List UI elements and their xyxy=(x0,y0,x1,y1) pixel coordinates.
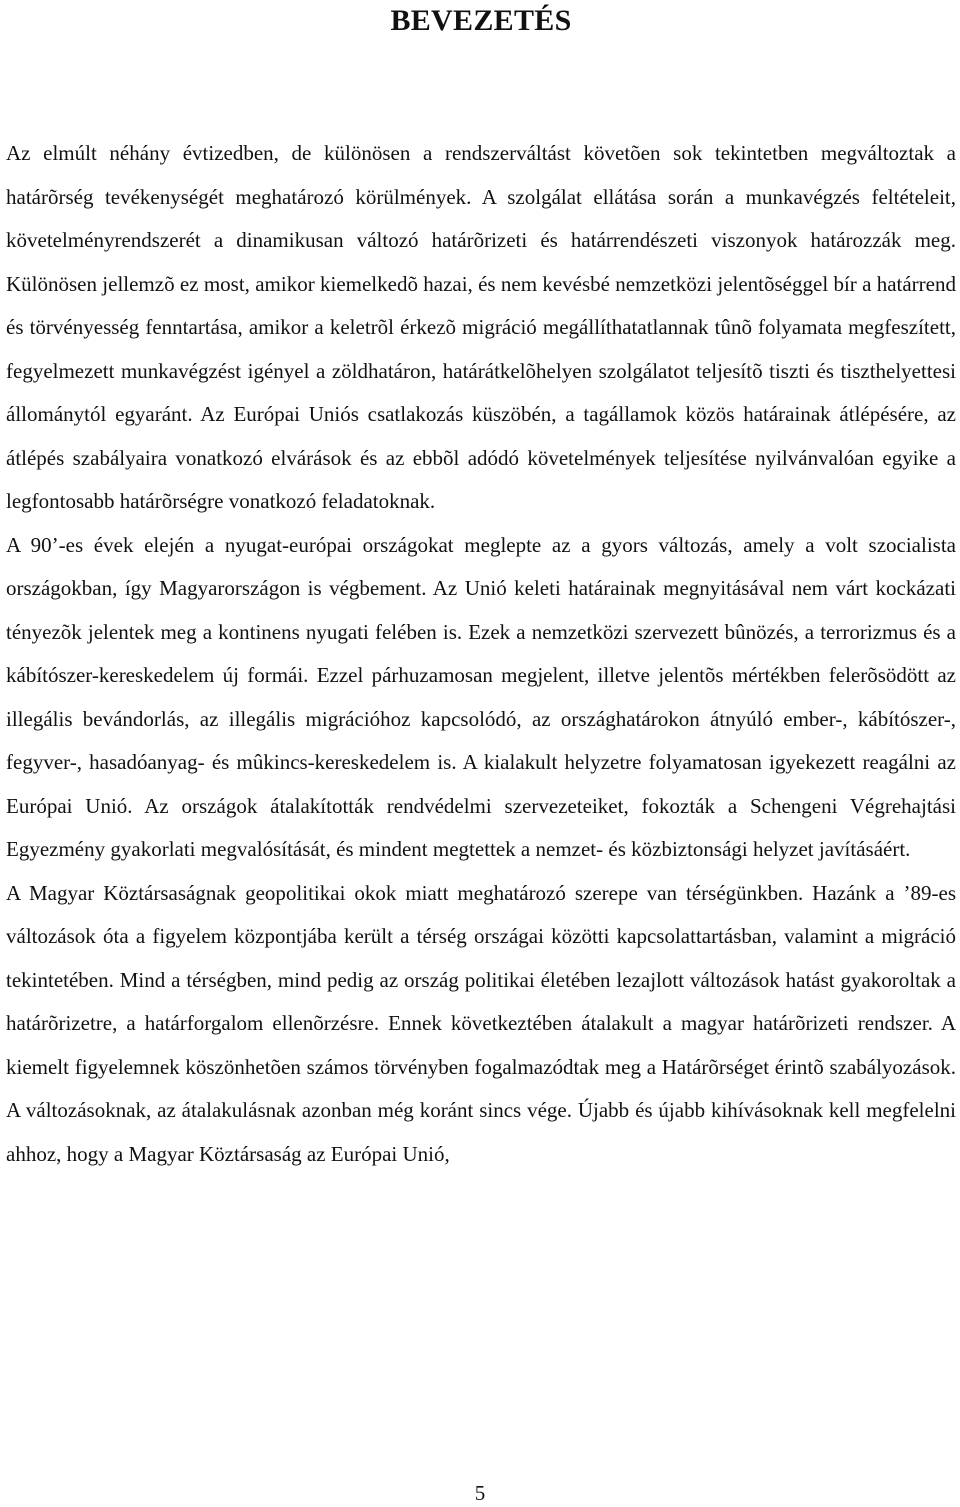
page-number: 5 xyxy=(474,1481,486,1505)
paragraph-1: Az elmúlt néhány évtizedben, de különösen a rendszerváltást követõen sok tekintetben megváltoztak a határõrség tevékenységét meghatározó körülmények. A szolgálat ellátása során a munkavégzés feltételeit, követelményrendszerét a dinamikusan változó határõrizeti és határrendészeti viszonyok határozzák meg. Különösen jellemzõ ez most, amikor kiemelkedõ hazai, és nem kevésbé nemzetközi jelentõséggel bír a határrend és törvényesség fenntartása, amikor a keletrõl érkezõ migráció megállíthatatlannak tûnõ folyamata megfeszített, fegyelmezett munkavégzést igényel a zöldhatáron, határátkelõhelyen szolgálatot teljesítõ tiszti és tiszthelyettesi állománytól egyaránt. Az Európai Uniós csatlakozás küszöbén, a tagállamok közös határainak átlépésére, az átlépés szabályaira vonatkozó elvárások és az ebbõl adódó követelmények teljesítése nyilvánvalóan egyike a legfontosabb határõrségre vonatkozó feladatoknak. xyxy=(6,141,956,513)
paragraph-3: A Magyar Köztársaságnak geopolitikai okok miatt meghatározó szerepe van térségünkben. Hazánk a ’89-es változások óta a figyelem központjába került a térség országai közötti kapcsolattartásban, valamint a migráció tekintetében. Mind a térségben, mind pedig az ország politikai életében lezajlott változások hatást gyakoroltak a határõrizetre, a határforgalom ellenõrzésre. Ennek következtében átalakult a magyar határõrizeti rendszer. A kiemelt figyelemnek köszönhetõen számos törvényben fogalmazódtak meg a Határõrséget érintõ szabályozások. A változásoknak, az átalakulásnak azonban még koránt sincs vége. Újabb és újabb kihívásoknak kell megfelelni ahhoz, hogy a Magyar Köztársaság az Európai Unió, xyxy=(6,880,956,1166)
page-title: BEVEZETÉS xyxy=(390,4,572,37)
body-text xyxy=(6,132,956,1176)
paragraph-2: A 90’-es évek elején a nyugat-európai országokat meglepte az a gyors változás, amely a volt szocialista országokban, így Magyarországon is végbement. Az Unió keleti határainak megnyitásával nem várt kockázati tényezõk jelentek meg a kontinens nyugati felében is. Ezek a nemzetközi szervezett bûnözés, a terrorizmus és a kábítószer-kereskedelem új formái. Ezzel párhuzamosan megjelent, illetve jelentõs mértékben felerõsödött az illegális bevándorlás, az illegális migrációhoz kapcsolódó, az országhatárokon átnyúló ember-, kábítószer-, fegyver-, hasadóanyag- és mûkincs-kereskedelem is. A kialakult helyzetre folyamatosan igyekezett reagálni az Európai Unió. Az országok átalakították rendvédelmi szervezeteiket, fokozták a Schengeni Végrehajtási Egyezmény gyakorlati megvalósítását, és mindent megtettek a nemzet- és közbiztonsági helyzet javításáért. xyxy=(6,532,956,861)
